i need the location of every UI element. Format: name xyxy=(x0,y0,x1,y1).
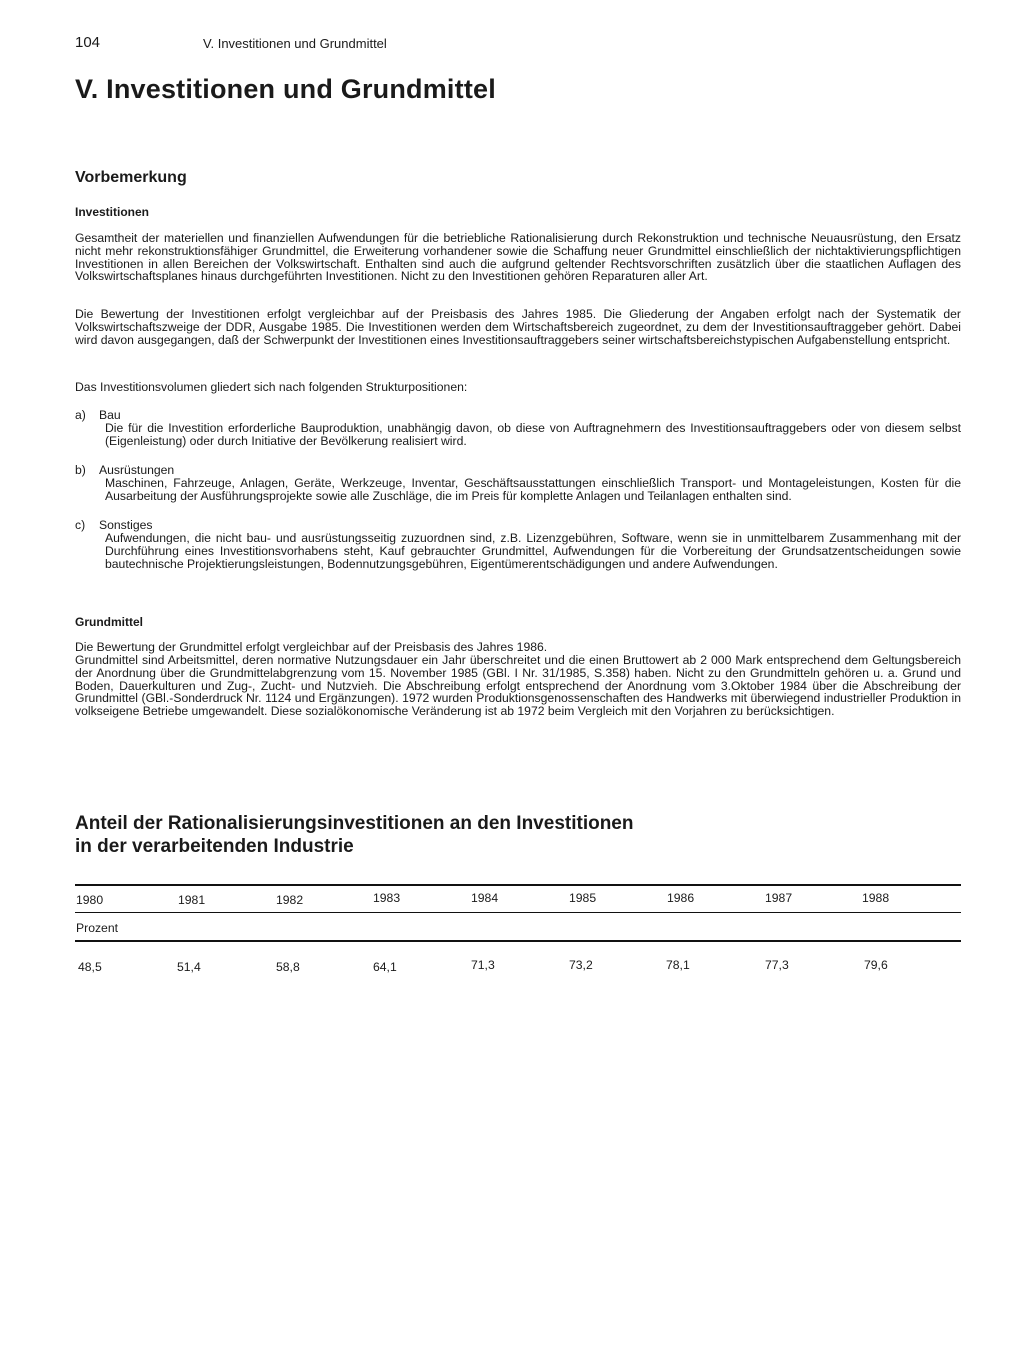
investitionen-paragraph-2: Die Bewertung der Investitionen erfolgt vergleichbar auf der Preisbasis des Jahres 1985. Die Gliederung der Angaben erfolgt nach der Systematik der Volkswirtschaftszweige der DDR, Ausgabe 1985. Die Investitionen werden dem Wirtschaftsbereich zugeordnet, zu dem der Investitionsauftraggeber gehört. Dabei wird davon ausgegangen, daß der Schwerpunkt der Investitionen eines Investitionsauftraggebers seiner wirtschaftsbereichstypischen Aufgabenstellung entspricht. xyxy=(75,307,961,347)
table-cell-value: 51,4 xyxy=(177,960,201,974)
grundmittel-paragraph-1: Die Bewertung der Grundmittel erfolgt vergleichbar auf der Preisbasis des Jahres 1986. xyxy=(75,640,548,654)
list-marker: c) xyxy=(75,518,86,532)
list-label: Bau xyxy=(99,408,121,422)
table-header-year: 1988 xyxy=(862,891,890,905)
table-cell-value: 79,6 xyxy=(864,958,888,972)
table-unit-rule xyxy=(75,940,961,942)
table-header-rule xyxy=(75,912,961,913)
table-title-line-1: Anteil der Rationalisierungsinvestitionen an den Investitionen xyxy=(75,813,634,834)
grundmittel-heading: Grundmittel xyxy=(75,615,143,629)
list-label: Ausrüstungen xyxy=(99,463,175,477)
table-cell-value: 58,8 xyxy=(276,960,300,974)
table-cell-value: 71,3 xyxy=(471,958,495,972)
table-top-rule xyxy=(75,884,961,886)
list-label: Sonstiges xyxy=(99,518,153,532)
table-header-year: 1982 xyxy=(276,893,304,907)
table-unit-label: Prozent xyxy=(76,921,119,935)
table-cell-value: 48,5 xyxy=(78,960,102,974)
data-table xyxy=(75,884,961,984)
table-header-year: 1987 xyxy=(765,891,793,905)
table-title-line-2: in der verarbeitenden Industrie xyxy=(75,836,354,857)
table-section-title xyxy=(75,812,635,858)
list-text: Aufwendungen, die nicht bau- und ausrüstungsseitig zuzuordnen sind, z.B. Lizenzgebühren, Software, wenn sie in unmittelbarem Zusammenhang mit der Durchführung eines Investitionsvorhabens steht, Kauf gebrauchter Grundmittel, Aufwendungen für die Vorbereitung der Grundsatzentscheidungen sowie bautechnische Projektierungsleistungen, Bodennutzungsgebühren, Eigentümerentschädigungen und andere Aufwendungen. xyxy=(105,531,961,571)
investitionen-heading: Investitionen xyxy=(75,205,150,219)
table-header-year: 1983 xyxy=(373,891,401,905)
investitionen-paragraph-3: Das Investitionsvolumen gliedert sich nach folgenden Strukturpositionen: xyxy=(75,380,468,394)
table-header-year: 1984 xyxy=(471,891,499,905)
table-cell-value: 78,1 xyxy=(666,958,690,972)
list-marker: b) xyxy=(75,463,86,477)
table-header-year: 1981 xyxy=(178,893,206,907)
table-cell-value: 77,3 xyxy=(765,958,789,972)
chapter-title: V. Investitionen und Grundmittel xyxy=(75,74,496,104)
table-cell-value: 73,2 xyxy=(569,958,593,972)
list-text: Die für die Investition erforderliche Bauproduktion, unabhängig davon, ob diese von Auftragnehmern des Investitionsauftraggebers oder von diesem selbst (Eigenleistung) oder durch Initiative der Bevölkerung realisiert wird. xyxy=(105,421,961,448)
table-header-year: 1980 xyxy=(76,893,104,907)
investitionen-paragraph-1: Gesamtheit der materiellen und finanziellen Aufwendungen für die betriebliche Rationalisierung durch Rekonstruktion und technische Neuausrüstung, den Ersatz nicht mehr rekonstruktionsfähiger Grundmittel, die Erweiterung vorhandener sowie die Schaffung neuer Grundmittel einschließlich der nichtaktivierungspflichtigen Investitionen in allen Bereichen der Volkswirtschaft. Enthalten sind auch die aufgrund geltender Rechtsvorschriften zusätzlich über die staatlichen Auflagen des Volkswirtschaftsplanes hinaus durchgeführten Investitionen. Nicht zu den Investitionen gehören Reparaturen aller Art. xyxy=(75,231,961,284)
table-cell-value: 64,1 xyxy=(373,960,397,974)
table-header-year: 1985 xyxy=(569,891,597,905)
list-marker: a) xyxy=(75,408,86,422)
running-title: V. Investitionen und Grundmittel xyxy=(203,36,387,51)
table-header-year: 1986 xyxy=(667,891,695,905)
grundmittel-paragraph-2: Grundmittel sind Arbeitsmittel, deren normative Nutzungsdauer ein Jahr überschreitet und die einen Bruttowert ab 2 000 Mark entsprechend dem Geltungsbereich der Anordnung über die Grundmittelabgrenzung vom 15. November 1985 (GBl. I Nr. 31/1985, S.358) haben. Nicht zu den Grundmitteln gehören u. a. Grund und Boden, Dauerkulturen und Zug-, Zucht- und Nutzvieh. Die Abschreibung erfolgt entsprechend der Anordnung vom 3.Oktober 1984 über die Abschreibung der Grundmittel (GBl.-Sonderdruck Nr. 1124 und Ergänzungen). 1972 wurden Produktionsgenossenschaften des Handwerks mit überwiegend industrieller Produktion in volkseigene Betriebe umgewandelt. Diese sozialökonomische Veränderung ist ab 1972 beim Vergleich mit den Vorjahren zu berücksichtigen. xyxy=(75,653,961,719)
vorbemerkung-heading: Vorbemerkung xyxy=(75,169,187,186)
list-text: Maschinen, Fahrzeuge, Anlagen, Geräte, Werkzeuge, Inventar, Geschäftsausstattungen einschließlich Transport- und Montageleistungen, Kosten für die Ausarbeitung der Ausführungsprojekte sowie alle Zuschläge, die im Preis für komplette Anlagen und Teilanlagen enthalten sind. xyxy=(105,476,961,503)
page-number: 104 xyxy=(75,34,101,51)
